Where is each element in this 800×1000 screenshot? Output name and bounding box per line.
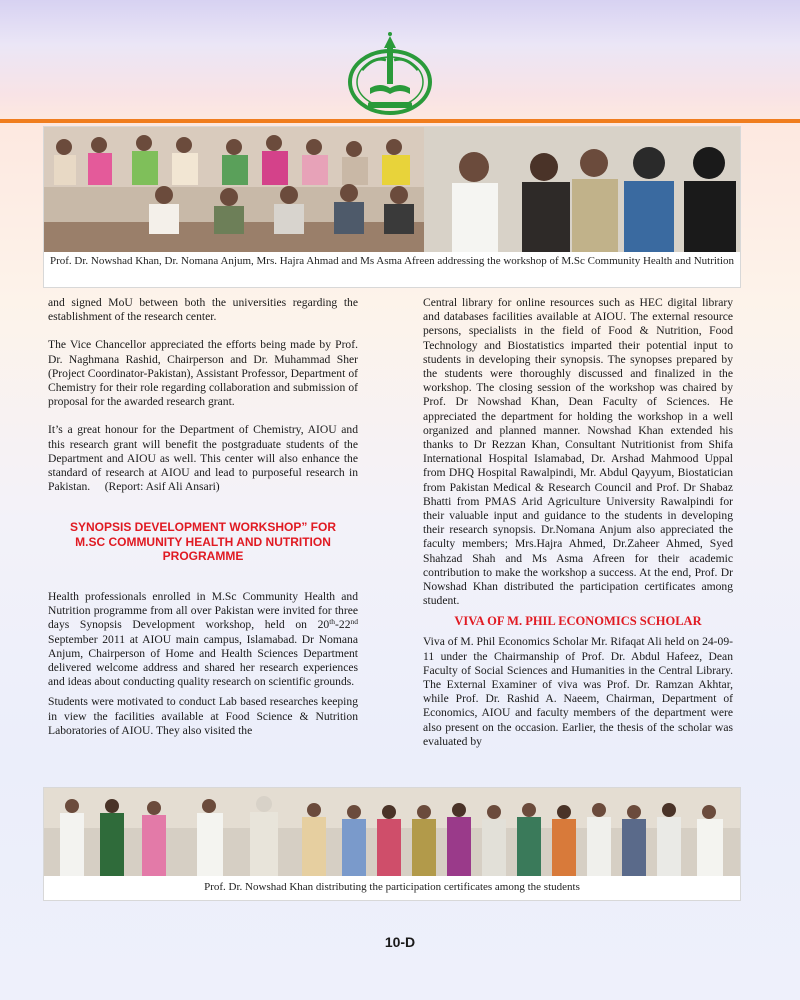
section-heading-synopsis (48, 520, 358, 564)
right-column (423, 296, 733, 749)
certificates-photo (44, 788, 740, 876)
paragraph (48, 423, 358, 494)
paragraph-text: Health professionals enrolled in M.Sc Community Health and Nutrition programme from all over Pakistan were invited for three days Synopsis Development workshop, held on 20 (48, 589, 358, 632)
paragraph (48, 590, 358, 689)
superscript: nd (350, 617, 358, 627)
report-credit: (Report: Asif Ali Ansari) (104, 480, 220, 494)
paragraph: and signed MoU between both the universities regarding the establishment of the research center. (48, 296, 358, 324)
top-photo-caption: Prof. Dr. Nowshad Khan, Dr. Nomana Anjum, Mrs. Hajra Ahmad and Ms Asma Afreen addressing the workshop of M.Sc Community Health and Nutrition (49, 255, 735, 267)
top-photo-frame (43, 126, 741, 288)
paragraph-text: It’s a great honour for the Department of Chemistry, AIOU and this research grant will benefit the postgraduate students of the Department and AIOU as well. This center will also enhance the standard of research at AIOU and lead to purposeful research in Pakistan. (48, 423, 358, 494)
bottom-photo-frame (43, 787, 741, 901)
paragraph: The Vice Chancellor appreciated the efforts being made by Prof. Dr. Naghmana Rashid, Chairperson and Dr. Muhammad Sher (Project Coordinator-Pakistan), Assistant Professor, Department of Chemistry for their role regarding collaboration and submission of proposal for the awarded research grant. (48, 338, 358, 409)
heading-line: SYNOPSIS DEVELOPMENT WORKSHOP” FOR (69, 520, 337, 535)
paragraph-text: -22 (335, 618, 351, 632)
heading-line: M.SC COMMUNITY HEALTH AND NUTRITION (75, 534, 331, 549)
bottom-photo-caption: Prof. Dr. Nowshad Khan distributing the participation certificates among the students (204, 881, 580, 893)
paragraph: Viva of M. Phil Economics Scholar Mr. Rifaqat Ali held on 24-09-11 under the Chairmanship of Prof. Dr. Abdul Hafeez, Dean Faculty of Social Sciences and Humanities in the Central Library. The External Examiner of viva was Prof. Dr. Ramzan Akhtar, while Prof. Dr. Rashid A. Naeem, Chairman, Department of Economics, AIOU and faculty members of the department were also present on the occasion. Earlier, the thesis of the scholar was evaluated by (423, 635, 733, 748)
header-rule (0, 119, 800, 123)
left-column (48, 296, 358, 738)
superscript: th (329, 617, 336, 627)
workshop-photo (44, 127, 740, 252)
paragraph-text: September 2011 at AIOU main campus, Islamabad. Dr Nomana Anjum, Chairperson of Home and Health Sciences Department delivered welcome address and shared her research experiences and ideas about conducting quality research on scientific grounds. (48, 632, 358, 689)
page-number: 10-D (384, 934, 416, 950)
section-heading-viva: VIVA OF M. PHIL ECONOMICS SCHOLAR (454, 614, 702, 629)
paragraph: Students were motivated to conduct Lab based researches keeping in view the facilities available at Food Science & Nutrition Laboratories of AIOU. They also visited the (48, 695, 358, 737)
paragraph: Central library for online resources such as HEC digital library and databases facilities available at AIOU. The external resource persons, specialists in the field of Food & Nutrition, Food Technology and Biostatistics imparted their potential input to students in developing their synopsis. The synopses prepared by the students were thoroughly discussed and finalized in the workshop. The closing session of the workshop was chaired by Prof. Dr Nowshad Khan, Dean Faculty of Sciences. He appreciated the department for holding the workshop in a well organized and planned manner. Nowshad Khan extended his thanks to Dr Rezzan Khan, Consultant Nutritionist from Shifa International Hospital Islamabad, Dr. Arshad Mahmood Uppal from DHQ Hospital Rawalpindi, Mr. Abdul Qayyum, Biostatician from Pakistan Medical & Research Council and Prof. Dr Shabaz Bhatti from PMAS Arid Agriculture University Rawalpindi for their valuable input and guidance to the students in developing their research synopsis. Dr.Nomana Anjum also appreciated the faculty members; Mrs.Hajra Ahmed, Dr.Zaheer Ahmed, Syed Shahzad Shah and Ms Asma Afreen for their academic contribution to make the workshop a success. At the end, Prof. Dr Nowshad Khan distributed the participation certificates among student. (423, 296, 733, 608)
heading-line: PROGRAMME (162, 549, 244, 564)
university-logo (340, 30, 440, 116)
aiou-crest-icon (340, 30, 440, 116)
